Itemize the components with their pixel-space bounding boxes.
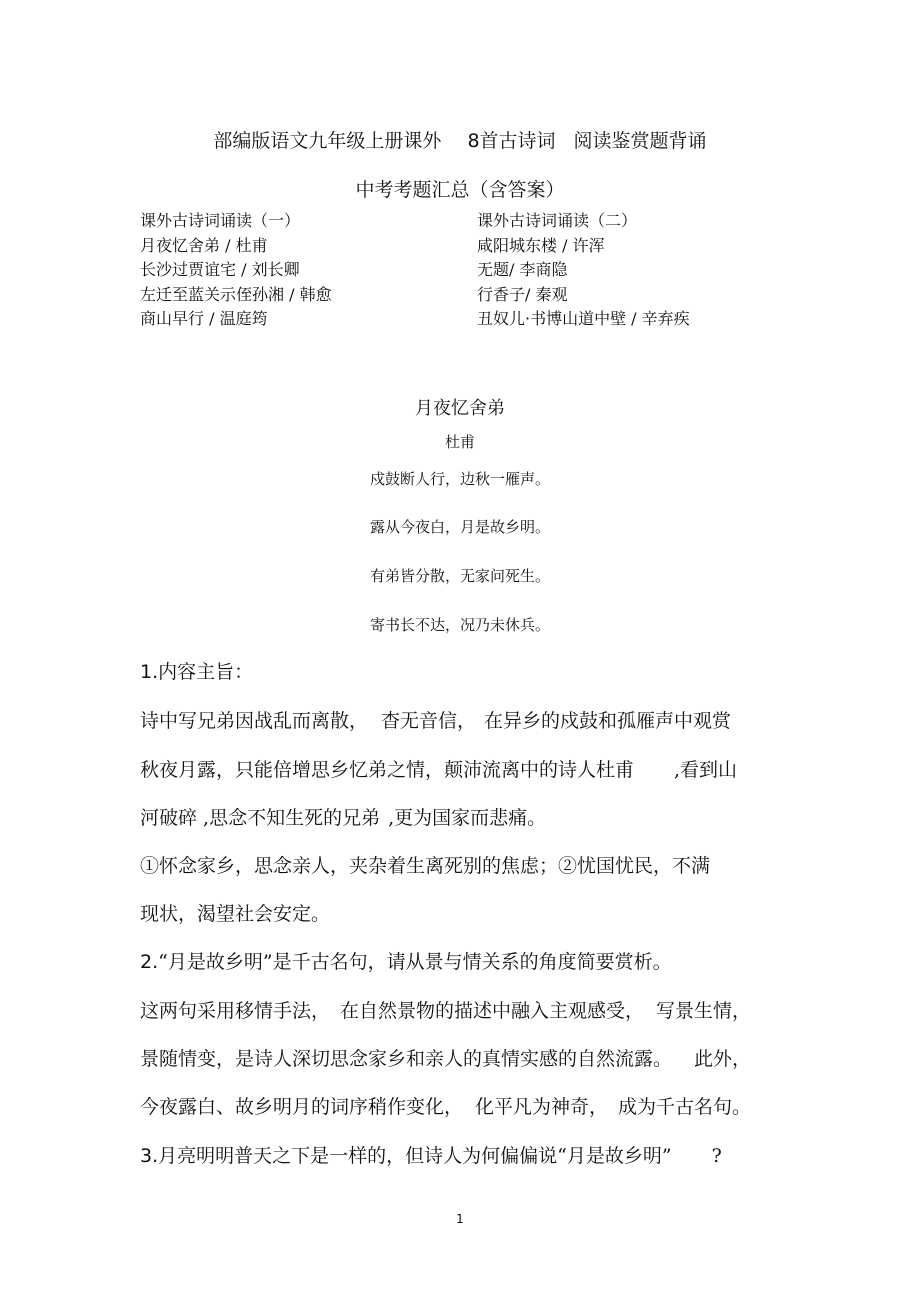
answer-text: 这两句采用移情手法， xyxy=(140,1000,331,1022)
answer-text: 今夜露白、故乡明月的词序稍作变化， xyxy=(140,1096,464,1118)
answer-2-line xyxy=(140,1044,751,1071)
answer-2-line xyxy=(140,996,751,1023)
answer-1-line xyxy=(140,755,737,782)
answer-text: 杳无音信， xyxy=(381,710,477,732)
question-3 xyxy=(140,1141,722,1168)
answer-text: ,更为国家而悲痛。 xyxy=(388,807,547,829)
question-number: 2. xyxy=(140,951,159,973)
answer-text: 秋夜月露，只能倍增思乡忆弟之情，颠沛流离中的诗人杜甫 xyxy=(140,759,635,781)
question-2 xyxy=(140,947,672,974)
answer-1-line xyxy=(140,706,731,733)
answer-text: 诗中写兄弟因战乱而离散， xyxy=(140,710,369,732)
toc-item: 咸阳城东楼 / 许浑 xyxy=(477,235,605,255)
answer-text: 在自然景物的描述中融入主观感受， xyxy=(340,1000,645,1022)
question-text: 内容主旨： xyxy=(158,661,254,683)
toc-heading: 课外古诗词诵读（一） xyxy=(140,211,301,230)
question-1 xyxy=(140,657,253,684)
toc-item: 月夜忆舍弟 / 杜甫 xyxy=(140,235,268,255)
toc-item: 行香子/ 秦观 xyxy=(477,284,568,304)
toc-heading: 课外古诗词诵读（二） xyxy=(477,211,638,230)
question-mark: ? xyxy=(711,1145,722,1167)
answer-1-line xyxy=(140,803,546,830)
document-title-line2: 中考考题汇总（含答案） xyxy=(355,179,565,201)
poem-line: 寄书长不达，况乃未休兵。 xyxy=(369,616,550,634)
toc-item: 丑奴儿·书博山道中壁 / 辛弃疾 xyxy=(477,309,690,328)
toc-item: 长沙过贾谊宅 / 刘长卿 xyxy=(140,260,300,279)
question-number: 1. xyxy=(140,661,159,683)
answer-text: 景随情变，是诗人深切思念家乡和亲人的真情实感的自然流露。 xyxy=(140,1048,673,1070)
answer-text: 成为千古名句。 xyxy=(618,1096,752,1118)
poem-author: 杜甫 xyxy=(444,433,475,451)
answer-text: 河破碎 ,思念不知生死的兄弟 xyxy=(140,807,381,829)
title-part-a: 部编版语文九年级上册课外 xyxy=(213,130,442,152)
answer-text: 此外， xyxy=(694,1048,752,1070)
page-number: 1 xyxy=(456,1212,464,1226)
title-part-b: 首古诗词 xyxy=(479,130,556,152)
question-text: 月亮明明普天之下是一样的，但诗人为何偏偏说“月是故乡明” xyxy=(158,1145,672,1167)
answer-text: 化平凡为神奇， xyxy=(475,1096,609,1118)
title-number: 8 xyxy=(467,130,480,152)
question-number: 3. xyxy=(140,1145,159,1167)
answer-1-line: 现状，渴望社会安定。 xyxy=(140,903,331,925)
answer-text: 写景生情， xyxy=(656,1000,752,1022)
document-title-line1 xyxy=(0,126,920,153)
poem-line: 露从今夜白，月是故乡明。 xyxy=(369,518,550,536)
poem-line: 戍鼓断人行，边秋一雁声。 xyxy=(369,470,550,488)
answer-2-line xyxy=(140,1092,751,1119)
toc-item: 无题/ 李商隐 xyxy=(477,260,568,279)
answer-1-line: ①怀念家乡，思念亲人，夹杂着生离死别的焦虑；②忧国忧民，不满 xyxy=(140,855,711,877)
question-text: “月是故乡明”是千古名句，请从景与情关系的角度简要赏析。 xyxy=(158,951,672,973)
toc-right-column xyxy=(477,209,690,332)
toc-left-column xyxy=(140,209,332,332)
answer-text: 在异乡的戍鼓和孤雁声中观赏 xyxy=(484,710,732,732)
poem-title: 月夜忆舍弟 xyxy=(415,398,505,419)
answer-text: ,看到山 xyxy=(674,759,738,781)
toc-item: 左迁至蓝关示侄孙湘 / 韩愈 xyxy=(140,284,332,304)
title-part-c: 阅读鉴赏题背诵 xyxy=(573,130,707,152)
poem-line: 有弟皆分散，无家问死生。 xyxy=(369,567,550,585)
toc-item: 商山早行 / 温庭筠 xyxy=(140,309,268,328)
